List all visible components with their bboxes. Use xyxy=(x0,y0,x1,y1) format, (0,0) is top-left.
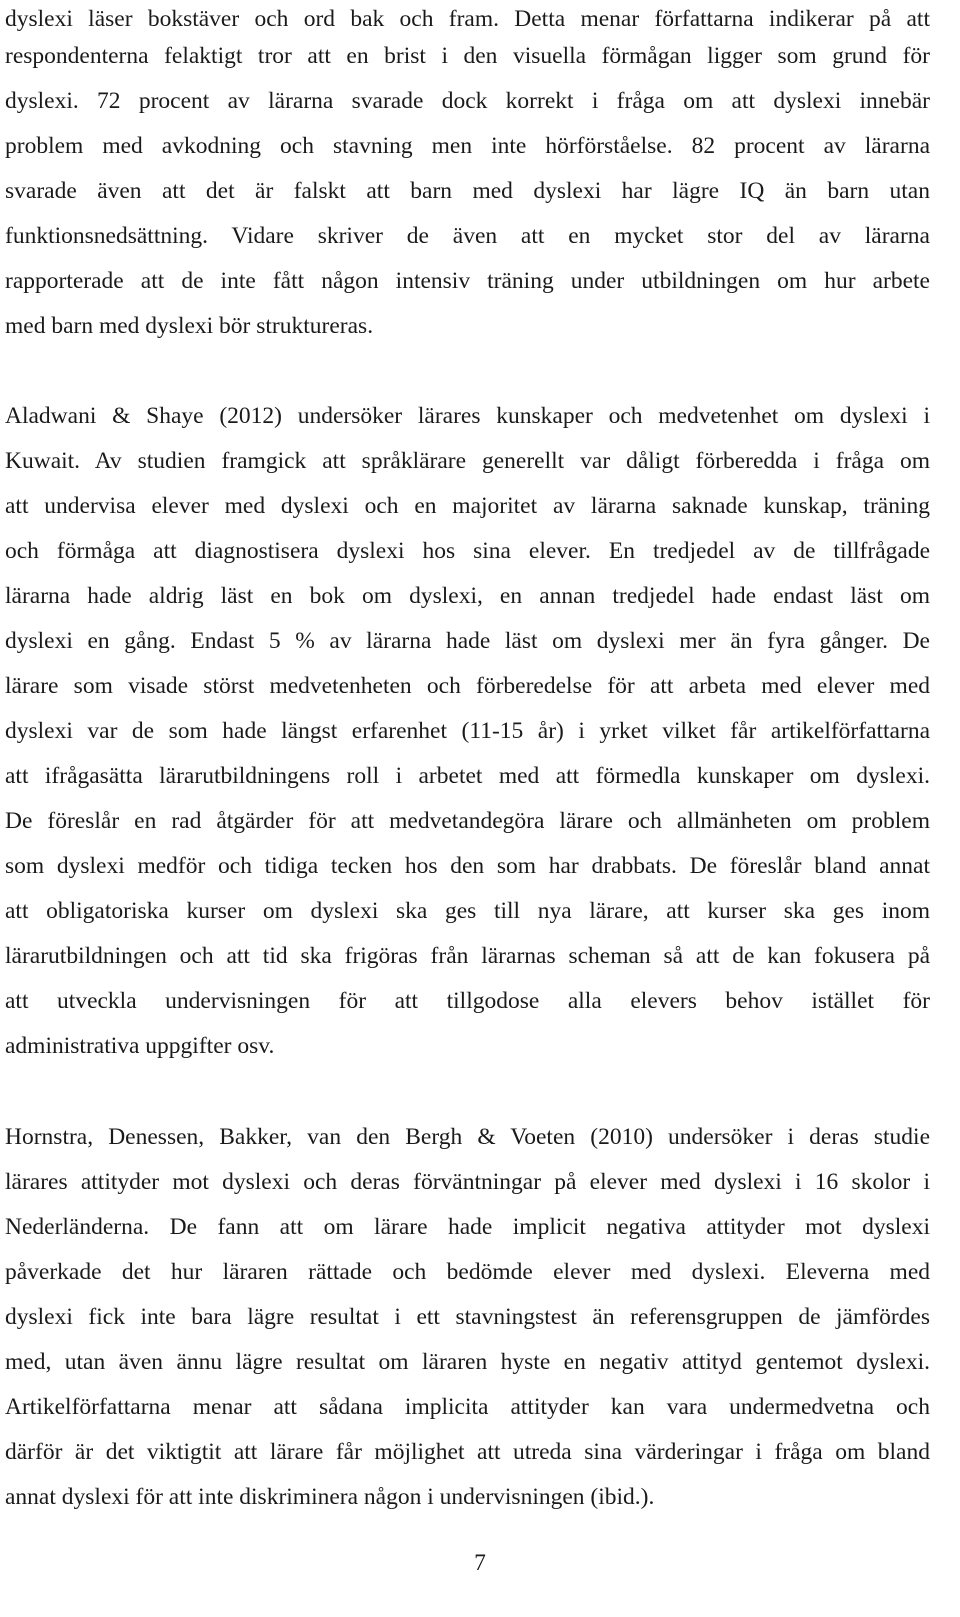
text-line: Aladwani & Shaye (2012) undersöker lärares kunskaper och medvetenhet om dyslexi i xyxy=(5,403,930,429)
text-line: respondenterna felaktigt tror att en brist i den visuella förmågan ligger som grund för xyxy=(5,43,930,69)
text-line: lärarna hade aldrig läst en bok om dyslexi, en annan tredjedel hade endast läst om xyxy=(5,583,930,609)
text-line: svarade även att det är falskt att barn med dyslexi har lägre IQ än barn utan xyxy=(5,178,930,204)
text-line: lärarutbildningen och att tid ska frigöras från lärarnas scheman så att de kan fokusera på xyxy=(5,943,930,969)
text-line: därför är det viktigtit att lärare får möjlighet att utreda sina värderingar i fråga om bland xyxy=(5,1439,930,1465)
text-line: annat dyslexi för att inte diskriminera någon i undervisningen (ibid.). xyxy=(5,1484,655,1510)
text-line: dyslexi. 72 procent av lärarna svarade dock korrekt i fråga om att dyslexi innebär xyxy=(5,88,930,114)
text-line: Nederländerna. De fann att om lärare hade implicit negativa attityder mot dyslexi xyxy=(5,1214,930,1240)
text-line: att ifrågasätta lärarutbildningens roll i arbetet med att förmedla kunskaper om dyslexi. xyxy=(5,763,930,789)
text-line: dyslexi läser bokstäver och ord bak och fram. Detta menar författarna indikerar på att xyxy=(5,6,930,32)
text-line: lärares attityder mot dyslexi och deras förväntningar på elever med dyslexi i 16 skolor i xyxy=(5,1169,930,1195)
text-line: De föreslår en rad åtgärder för att medvetandegöra lärare och allmänheten om problem xyxy=(5,808,930,834)
text-line: att obligatoriska kurser om dyslexi ska ges till nya lärare, att kurser ska ges inom xyxy=(5,898,930,924)
text-line: problem med avkodning och stavning men inte hörförståelse. 82 procent av lärarna xyxy=(5,133,930,159)
text-line: Hornstra, Denessen, Bakker, van den Bergh & Voeten (2010) undersöker i deras studie xyxy=(5,1124,930,1150)
text-line: Kuwait. Av studien framgick att språklärare generellt var dåligt förberedda i fråga om xyxy=(5,448,930,474)
text-line: funktionsnedsättning. Vidare skriver de även att en mycket stor del av lärarna xyxy=(5,223,930,249)
text-line: Artikelförfattarna menar att sådana implicita attityder kan vara undermedvetna och xyxy=(5,1394,930,1420)
text-line: med, utan även ännu lägre resultat om läraren hyste en negativ attityd gentemot dyslexi. xyxy=(5,1349,930,1375)
text-line: påverkade det hur läraren rättade och bedömde elever med dyslexi. Eleverna med xyxy=(5,1259,930,1285)
text-line: dyslexi en gång. Endast 5 % av lärarna hade läst om dyslexi mer än fyra gånger. De xyxy=(5,628,930,654)
text-line: dyslexi fick inte bara lägre resultat i ett stavningstest än referensgruppen de jämfördes xyxy=(5,1304,930,1330)
text-line: att undervisa elever med dyslexi och en majoritet av lärarna saknade kunskap, träning xyxy=(5,493,930,519)
text-line: att utveckla undervisningen för att tillgodose alla elevers behov istället för xyxy=(5,988,930,1014)
text-line: som dyslexi medför och tidiga tecken hos den som har drabbats. De föreslår bland annat xyxy=(5,853,930,879)
text-line: administrativa uppgifter osv. xyxy=(5,1033,275,1059)
text-line: rapporterade att de inte fått någon intensiv träning under utbildningen om hur arbete xyxy=(5,268,930,294)
text-line: och förmåga att diagnostisera dyslexi hos sina elever. En tredjedel av de tillfrågade xyxy=(5,538,930,564)
text-line: dyslexi var de som hade längst erfarenhet (11-15 år) i yrket vilket får artikelförfattarna xyxy=(5,718,930,744)
page-number: 7 xyxy=(474,1550,486,1576)
text-line: lärare som visade störst medvetenheten och förberedelse för att arbeta med elever med xyxy=(5,673,930,699)
text-line: med barn med dyslexi bör struktureras. xyxy=(5,313,374,339)
